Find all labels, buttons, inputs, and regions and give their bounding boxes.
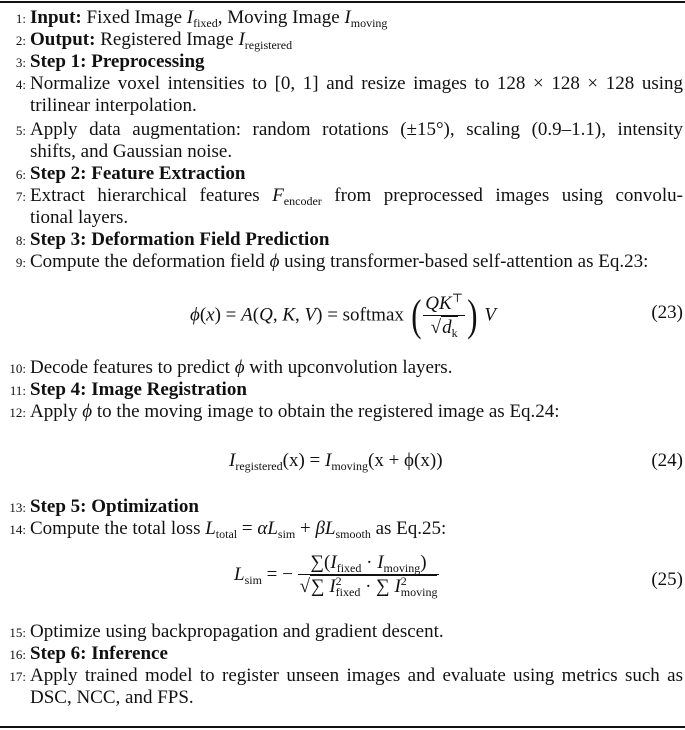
- step-heading: Step 2: Feature Extraction: [30, 163, 246, 184]
- input-text: Fixed Image: [86, 7, 187, 28]
- sub-moving: moving: [400, 585, 438, 599]
- equals: =: [237, 518, 258, 539]
- line-number: 9:: [15, 255, 26, 270]
- var-I: I: [329, 576, 336, 597]
- var-L: L: [234, 564, 245, 585]
- sub-registered: registered: [244, 38, 293, 52]
- text-pre: Extract hierarchical features: [30, 185, 273, 206]
- eq-rhs: (x + ϕ(x)): [368, 450, 443, 471]
- line-number: 15:: [9, 625, 26, 640]
- equals-minus: = −: [261, 564, 293, 585]
- sub-fixed: fixed: [336, 561, 362, 575]
- line-text: Apply data augmentation: random rotations (±15°), scaling (0.9–1.1), intensity: [30, 119, 683, 140]
- step-heading: Step 5: Optimization: [30, 496, 199, 517]
- line-number: 12:: [9, 405, 26, 420]
- sub-sim: sim: [244, 573, 262, 587]
- input-label: Input:: [30, 7, 82, 28]
- step-heading: Step 3: Deformation Field Prediction: [30, 229, 330, 250]
- input-mid: , Moving Image: [217, 7, 345, 28]
- sum: ∑: [311, 576, 325, 597]
- text-pre: Decode features to predict: [30, 357, 235, 378]
- line-number: 3:: [15, 55, 26, 70]
- sub-registered: registered: [235, 459, 283, 473]
- line-number: 11:: [9, 383, 26, 398]
- line-text: [30, 518, 683, 540]
- text-post: from preprocessed images using convolu-: [321, 185, 683, 206]
- var-L: L: [267, 518, 278, 539]
- sub-smooth: smooth: [335, 527, 371, 541]
- fraction: $\frac{\sum(I_{fixed} \cdot I_{moving})}{√\sum I^2_{fixed} \cdot \sum I^2_{moving}}$: [299, 552, 438, 599]
- step-heading: Step 6: Inference: [30, 643, 168, 664]
- line-number: 4:: [15, 77, 26, 92]
- sub-fixed: fixed: [335, 585, 361, 599]
- var-F: F: [272, 185, 284, 206]
- line-text: Normalize voxel intensities to [0, 1] and resize images to 128 × 128 × 128 using: [30, 73, 683, 94]
- line-number: 6:: [15, 167, 26, 182]
- transpose-sup: ⊤: [451, 290, 463, 305]
- line-text: trilinear interpolation.: [30, 95, 197, 116]
- text-post: to the moving image to obtain the registered image as Eq.24:: [92, 401, 560, 422]
- line-text: [30, 185, 683, 207]
- sub-moving: moving: [331, 459, 369, 473]
- line-text: Optimize using backpropagation and gradient descent.: [30, 621, 444, 642]
- var-L: L: [324, 518, 336, 539]
- text-pre: Compute the deformation field: [30, 251, 270, 272]
- plus: +: [295, 518, 316, 539]
- var-I: I: [330, 552, 337, 573]
- sub-moving: moving: [350, 16, 388, 30]
- var-L: L: [205, 518, 216, 539]
- var-V: V: [484, 304, 497, 326]
- eq-mid: (x) =: [282, 450, 326, 471]
- step-heading: Step 4: Image Registration: [30, 379, 247, 400]
- text-pre: Apply: [30, 401, 83, 422]
- sup-2: 2: [335, 574, 342, 588]
- var-I: I: [229, 450, 236, 471]
- var-I: I: [325, 450, 332, 471]
- line-number: 10:: [9, 361, 26, 376]
- line-text: Apply trained model to register unseen images and evaluate using metrics such as: [30, 665, 683, 686]
- equation-25: [0, 552, 685, 612]
- sup-2: 2: [400, 574, 407, 588]
- line-text: DSC, NCC, and FPS.: [30, 687, 194, 708]
- line-number: 8:: [15, 233, 26, 248]
- var-I: I: [186, 7, 194, 28]
- var-phi: ϕ: [269, 251, 280, 272]
- line-text: shifts, and Gaussian noise.: [30, 141, 233, 162]
- step-heading: Step 1: Preprocessing: [30, 51, 205, 72]
- line-number: 14:: [9, 522, 26, 537]
- line-number: 1:: [15, 11, 26, 26]
- left-paren: (: [410, 291, 422, 340]
- dot: ·: [361, 552, 378, 573]
- var-I: I: [377, 552, 384, 573]
- text-post: with upconvolution layers.: [244, 357, 453, 378]
- equation-23: ϕ(x) = A(Q, K, V) = softmax ( $\frac{QK^⊤}{√d_k}$ ) V (23): [190, 290, 683, 340]
- line-number: 2:: [15, 33, 26, 48]
- line-text: [30, 251, 683, 273]
- equation-number: (24): [651, 450, 683, 471]
- var-phi: ϕ: [234, 357, 245, 378]
- output-label: Output:: [30, 29, 96, 50]
- sum-open: ∑(: [310, 552, 331, 573]
- var-phi: ϕ: [82, 401, 93, 422]
- fraction: $\frac{QK^⊤}{√d_k}$: [425, 290, 463, 340]
- sub-moving: moving: [383, 561, 421, 575]
- var-I: I: [394, 576, 401, 597]
- var-alpha: α: [257, 518, 268, 539]
- text-post: using transformer-based self-attention as Eq.23:: [279, 251, 649, 272]
- equation-24: [0, 450, 685, 474]
- line-number: 7:: [15, 189, 26, 204]
- equation-number: (25): [651, 569, 683, 590]
- var-I: I: [344, 7, 351, 28]
- text-pre: Compute the total loss: [30, 518, 206, 539]
- var-I: I: [238, 29, 245, 50]
- close-paren: ): [420, 552, 427, 573]
- line-text: [30, 357, 683, 379]
- sub-total: total: [215, 527, 238, 541]
- sum: ∑: [376, 576, 390, 597]
- equation-number: (23): [651, 302, 683, 323]
- sub-k: k: [451, 325, 458, 340]
- sub-sim: sim: [277, 527, 296, 541]
- line-number: 13:: [9, 500, 26, 515]
- line-number: 17:: [9, 669, 26, 684]
- top-rule: [0, 1, 685, 3]
- text-post: as Eq.25:: [370, 518, 447, 539]
- sub-encoder: encoder: [283, 194, 322, 208]
- var-d: d: [442, 316, 452, 338]
- output-text: Registered Image: [100, 29, 239, 50]
- right-paren: ): [467, 291, 478, 340]
- sub-fixed: fixed: [193, 16, 218, 30]
- bottom-rule: [0, 726, 685, 728]
- var-beta: β: [315, 518, 325, 539]
- line-text: tional layers.: [30, 207, 129, 228]
- line-text: [30, 401, 683, 423]
- line-number: 5:: [15, 123, 26, 138]
- line-number: 16:: [9, 647, 26, 662]
